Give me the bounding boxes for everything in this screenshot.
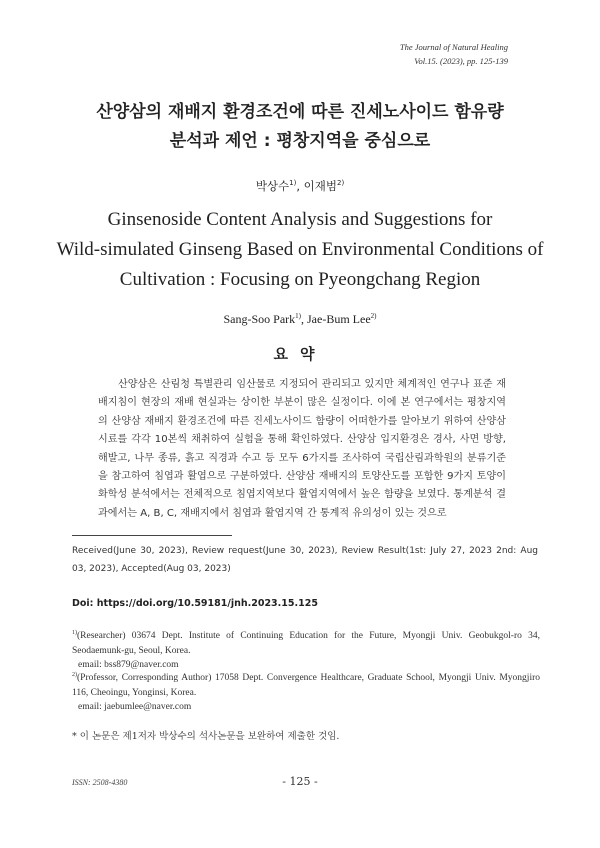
english-title-line-3: Cultivation : Focusing on Pyeongchang Region (119, 269, 481, 290)
abstract-heading: 요약 (273, 345, 327, 363)
korean-title-line-2: 분석과 제언 : 평창지역을 중심으로 (169, 131, 431, 151)
abstract-body: 산양삼은 산림청 특별관리 임산물로 지정되어 관리되고 있지만 체계적인 연구나 표준 재배지침이 현장의 재배 현실과는 상이한 부분이 많은 실정이다. 이에 본 연구에서는 평창지역의 산양삼 재배지 환경조건에 따른 진세노사이드 함량이 어떠한가를 알아보기 위하여 산양삼 시료를 각각 10본씩 채취하여 실험을 통해 확인하였다. 산양삼 입지환경은 경사, 사면 방향, 해발고, 나무 종류, 흙고 직경과 수고 등 모두 6가지를 조사하여 국립산림과학원의 분류기준을 참고하여 침엽과 활엽으로 구분하였다. 산양삼 재배지의 토양산도를 포함한 9가지 토양이화학성 분석에서는 전체적으로 침엽지역보다 활엽지역에서 높은 함량을 보였다. 통계분석 결과에서는 A, B, C, 재배지에서 침엽과 활엽지역 간 통계적 유의성이 있는 것으로 (98, 379, 506, 519)
thesis-footnote: * 이 논문은 제1저자 박상수의 석사논문을 보완하여 제출한 것임. (72, 731, 340, 742)
journal-header (400, 40, 508, 68)
english-title-line-1: Ginsenoside Content Analysis and Suggestions for (107, 209, 493, 230)
english-authors (0, 312, 600, 327)
journal-volume-pages: Vol.15. (2023), pp. 125-139 (414, 56, 508, 66)
affiliation-2-mark: 2) (72, 672, 77, 678)
affiliation-1 (72, 626, 540, 673)
affiliation-2-email[interactable]: email: jaebumlee@naver.com (78, 702, 192, 713)
page-number: - 125 - (282, 775, 318, 788)
english-author-2-affil-mark: 2) (370, 312, 377, 320)
affiliation-1-mark: 1) (72, 630, 77, 636)
korean-author-2: 이재범 (303, 179, 337, 193)
affiliation-2 (72, 668, 540, 715)
author-separator: , (301, 312, 308, 326)
english-author-1: Sang-Soo Park (223, 312, 296, 326)
korean-author-1-affil-mark: 1) (289, 179, 297, 188)
korean-authors (0, 178, 600, 194)
english-title-line-2: Wild-simulated Ginseng Based on Environmental Conditions of (56, 239, 544, 260)
journal-name: The Journal of Natural Healing (399, 42, 508, 52)
english-title (40, 205, 560, 295)
author-separator: , (296, 179, 304, 193)
doi-link[interactable]: Doi: https://doi.org/10.59181/jnh.2023.15.125 (72, 598, 318, 609)
received-dates: Received(June 30, 2023), Review request(June 30, 2023), Review Result(1st: July 27, 2023 2nd: Aug 03, 2023), Accepted(Aug 03, 2023) (72, 546, 538, 574)
english-author-2: Jae-Bum Lee (307, 312, 371, 326)
footnote-divider (72, 535, 232, 536)
korean-title-line-1: 산양삼의 재배지 환경조건에 따른 진세노사이드 함유량 (96, 102, 504, 122)
korean-author-1: 박상수 (255, 179, 290, 193)
issn: ISSN: 2508-4380 (72, 778, 128, 787)
english-author-1-affil-mark: 1) (295, 312, 302, 320)
korean-author-2-affil-mark: 2) (336, 179, 345, 188)
korean-title (60, 98, 540, 156)
affiliation-1-text: (Researcher) 03674 Dept. Institute of Continuing Education for the Future, Myongji Univ. Geobukgol-ro 34, Seodaemunk-gu, Seoul, Korea. (72, 631, 540, 656)
affiliation-2-text: (Professor, Corresponding Author) 17058 Dept. Convergence Healthcare, Graduate School, Myongji Univ. Myongjiro 116, Cheoingu, Yonginsi, Korea. (72, 673, 540, 698)
affiliation-1-email[interactable]: email: bss879@naver.com (78, 660, 179, 671)
